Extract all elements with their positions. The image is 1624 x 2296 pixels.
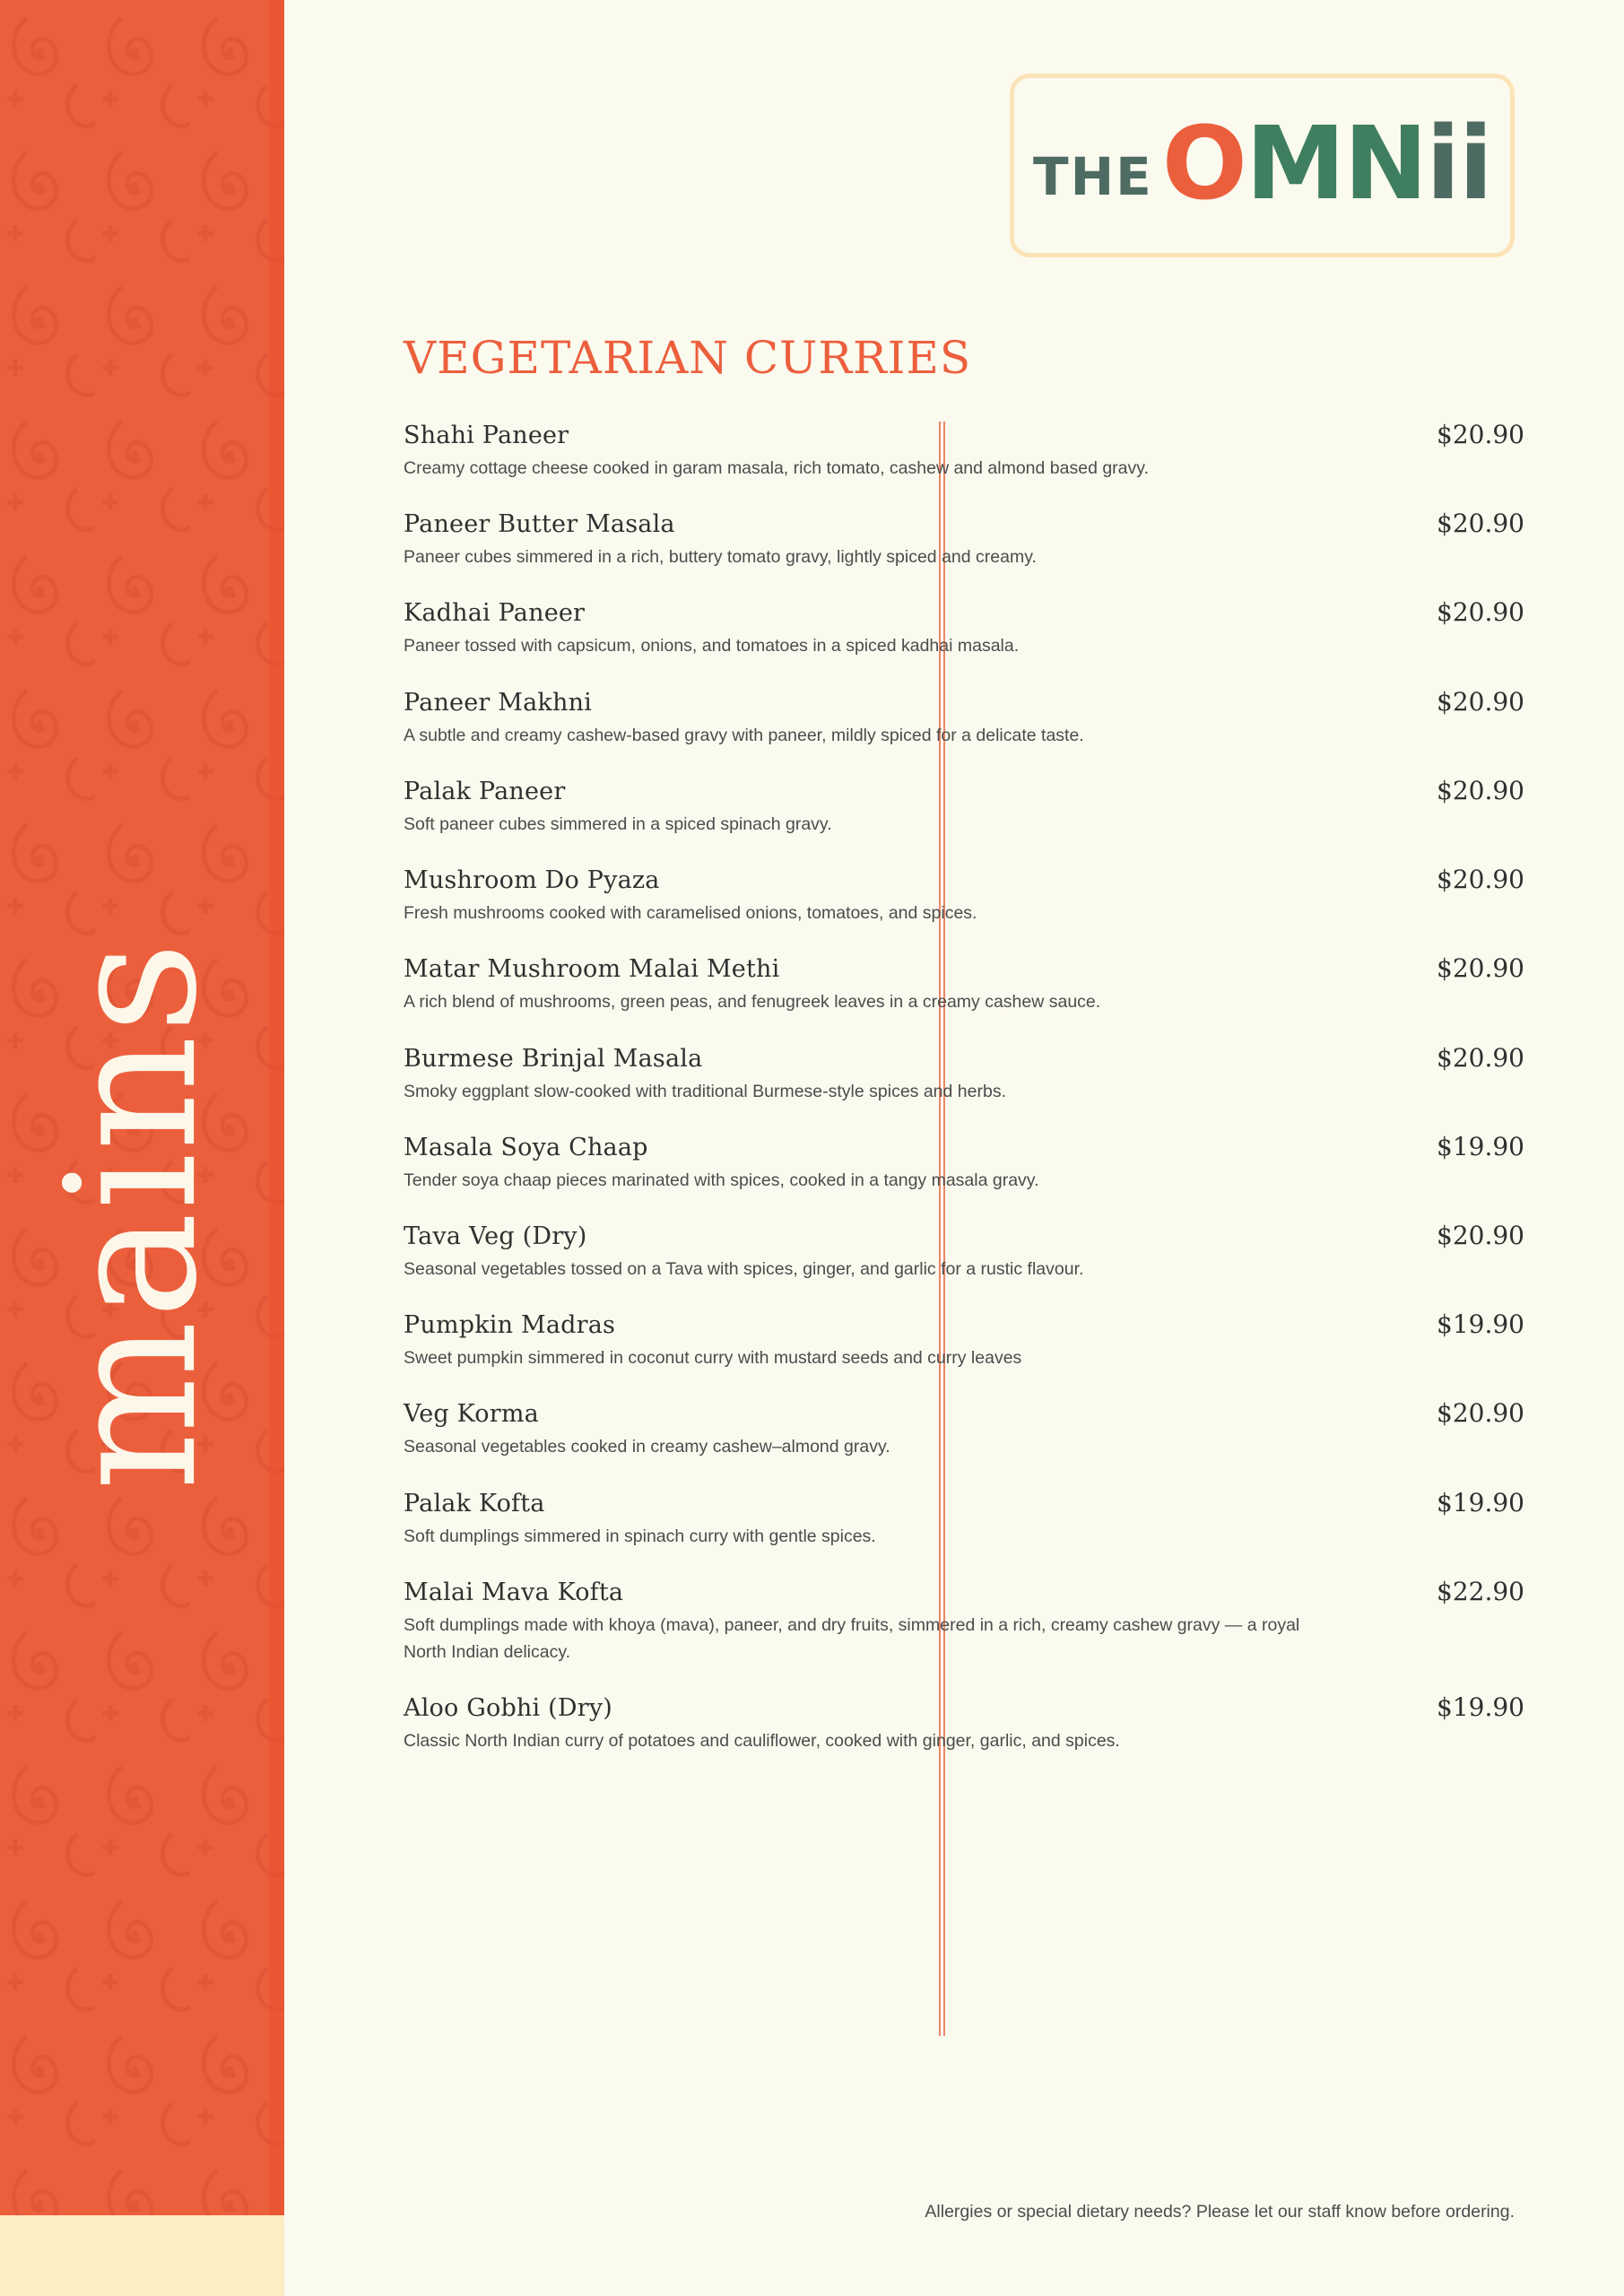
menu-item-header — [404, 1043, 1524, 1073]
side-section-label — [0, 0, 284, 2215]
menu-item-name: Veg Korma — [404, 1400, 539, 1429]
menu-item-name: Paneer Butter Masala — [404, 510, 675, 539]
menu-item — [404, 509, 1524, 570]
menu-item-price: $20.90 — [1437, 1398, 1524, 1429]
menu-item-description: Seasonal vegetables tossed on a Tava with spices, ginger, and garlic for a rustic flavour. — [404, 1258, 1084, 1279]
menu-item-header — [404, 1488, 1524, 1518]
menu-item-description: Smoky eggplant slow-cooked with traditional Burmese-style spices and herbs. — [404, 1081, 1006, 1101]
menu-item-name: Aloo Gobhi (Dry) — [404, 1694, 613, 1723]
menu-item-header — [404, 953, 1524, 983]
menu-item-price: $20.90 — [1437, 1220, 1524, 1250]
menu-item — [404, 1692, 1524, 1754]
menu-item-price: $20.90 — [1437, 509, 1524, 539]
menu-item-header — [404, 1132, 1524, 1161]
menu-item-description: Sweet pumpkin simmered in coconut curry with mustard seeds and curry leaves — [404, 1348, 1022, 1369]
menu-item-price: $19.90 — [1437, 1487, 1524, 1518]
menu-item-header — [404, 597, 1524, 627]
menu-item-name: Paneer Makhni — [404, 688, 593, 717]
menu-item-list — [404, 420, 1524, 1755]
side-section-label-text: mains — [28, 939, 238, 1492]
menu-item-header — [404, 420, 1524, 449]
menu-item-description: Soft dumplings made with khoya (mava), paneer, and dry fruits, simmered in a rich, creamy cashew gravy — a royal North Indian delicacy. — [404, 1614, 1300, 1663]
menu-item — [404, 953, 1524, 1015]
menu-item-header — [404, 1309, 1524, 1339]
menu-item-header — [404, 776, 1524, 805]
logo-omnii-ii: ii — [1426, 105, 1491, 222]
menu-item-description: A rich blend of mushrooms, green peas, and fenugreek leaves in a creamy cashew sauce. — [404, 992, 1101, 1013]
menu-item-header — [404, 687, 1524, 717]
menu-item-header — [404, 1398, 1524, 1428]
logo-the-text: THE — [1033, 145, 1153, 207]
menu-item — [404, 1221, 1524, 1283]
menu-item-name: Tava Veg (Dry) — [404, 1222, 587, 1250]
menu-item-header — [404, 509, 1524, 538]
menu-item-name: Shahi Paneer — [404, 422, 569, 449]
menu-item-name: Palak Kofta — [404, 1489, 545, 1518]
menu-item — [404, 1043, 1524, 1105]
allergy-note: Allergies or special dietary needs? Please let our staff know before ordering. — [925, 2202, 1515, 2222]
section-title: VEGETARIAN CURRIES — [404, 332, 972, 384]
menu-item — [404, 597, 1524, 659]
menu-item-price: $20.90 — [1437, 597, 1524, 628]
menu-item-name: Palak Paneer — [404, 777, 566, 805]
menu-item — [404, 1398, 1524, 1460]
menu-item-header — [404, 1221, 1524, 1250]
menu-item-name: Masala Soya Chaap — [404, 1133, 648, 1161]
menu-item-header — [404, 865, 1524, 894]
menu-item-description: Tender soya chaap pieces marinated with spices, cooked in a tangy masala gravy. — [404, 1170, 1039, 1190]
menu-item-name: Burmese Brinjal Masala — [404, 1044, 703, 1073]
menu-item-description: Classic North Indian curry of potatoes and cauliflower, cooked with ginger, garlic, and spices. — [404, 1731, 1120, 1752]
menu-item-name: Kadhai Paneer — [404, 599, 586, 628]
menu-item — [404, 865, 1524, 926]
menu-item-description: Creamy cottage cheese cooked in garam masala, rich tomato, cashew and almond based gravy. — [404, 458, 1149, 478]
menu-item-price: $20.90 — [1437, 865, 1524, 895]
menu-item-price: $20.90 — [1437, 686, 1524, 717]
menu-item — [404, 1309, 1524, 1371]
menu-item-description: Paneer cubes simmered in a rich, buttery tomato gravy, lightly spiced and creamy. — [404, 547, 1037, 568]
menu-item — [404, 420, 1524, 482]
menu-item — [404, 687, 1524, 749]
logo-omnii-m: M — [1245, 105, 1344, 222]
menu-item-price: $22.90 — [1437, 1576, 1524, 1606]
menu-item-price: $20.90 — [1437, 1042, 1524, 1073]
menu-item-name: Matar Mushroom Malai Methi — [404, 955, 780, 984]
menu-item-description: A subtle and creamy cashew-based gravy with paneer, mildly spiced for a delicate taste. — [404, 725, 1084, 745]
logo-omnii-text — [1161, 105, 1491, 222]
menu-item-price: $19.90 — [1437, 1692, 1524, 1723]
side-band-footer-block — [0, 2215, 284, 2296]
menu-item-header — [404, 1692, 1524, 1722]
menu-item — [404, 1577, 1524, 1665]
menu-item-description: Soft dumplings simmered in spinach curry with gentle spices. — [404, 1526, 876, 1546]
menu-item-description: Soft paneer cubes simmered in a spiced spinach gravy. — [404, 813, 832, 834]
logo-omnii-n: N — [1343, 105, 1427, 222]
menu-item — [404, 1132, 1524, 1194]
menu-item-name: Malai Mava Kofta — [404, 1578, 624, 1606]
menu-item-price: $20.90 — [1437, 775, 1524, 805]
menu-item-header — [404, 1577, 1524, 1606]
menu-item-description: Seasonal vegetables cooked in creamy cashew–almond gravy. — [404, 1437, 890, 1457]
logo-omnii-o: O — [1161, 105, 1246, 222]
menu-item — [404, 776, 1524, 838]
menu-item-price: $19.90 — [1437, 1131, 1524, 1161]
menu-section — [404, 332, 1524, 1782]
menu-item — [404, 1488, 1524, 1550]
menu-item-description: Fresh mushrooms cooked with caramelised onions, tomatoes, and spices. — [404, 903, 977, 924]
menu-item-price: $19.90 — [1437, 1309, 1524, 1340]
menu-item-name: Pumpkin Madras — [404, 1311, 616, 1340]
menu-item-name: Mushroom Do Pyaza — [404, 866, 660, 895]
menu-item-price: $20.90 — [1437, 420, 1524, 449]
menu-item-description: Paneer tossed with capsicum, onions, and tomatoes in a spiced kadhai masala. — [404, 636, 1020, 657]
brand-logo — [1010, 74, 1515, 257]
menu-item-price: $20.90 — [1437, 953, 1524, 984]
